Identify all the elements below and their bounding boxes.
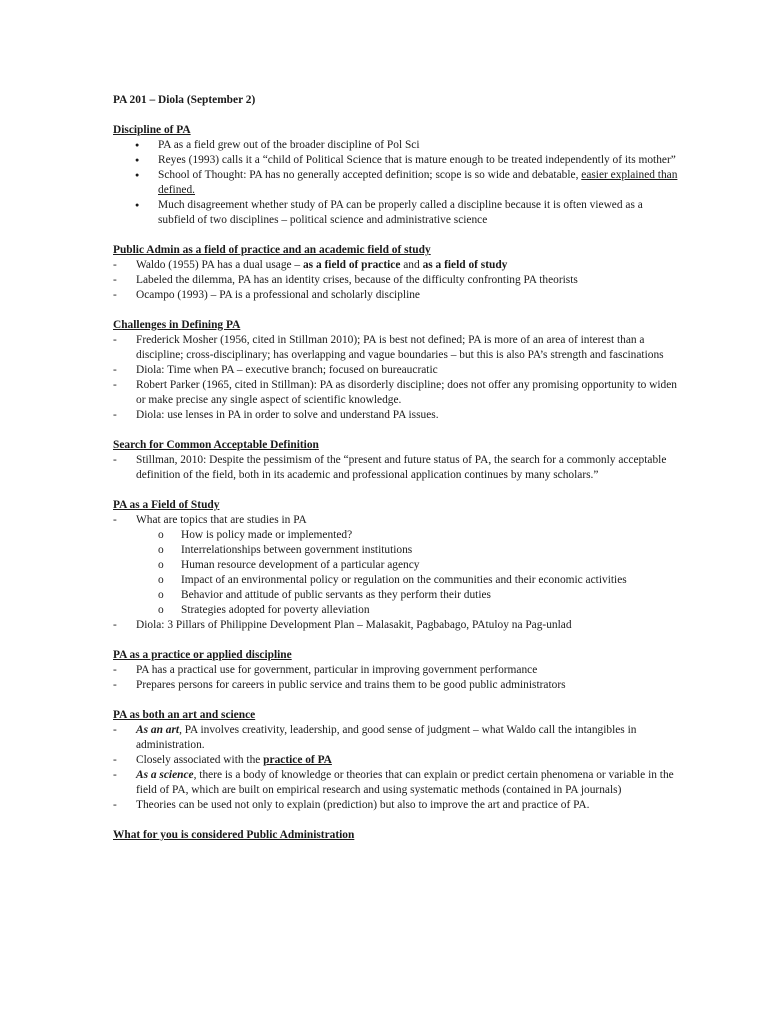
list-item (113, 768, 679, 798)
section-heading: PA as a Field of Study (113, 499, 220, 511)
document-body (113, 93, 679, 858)
section-heading: PA as both an art and science (113, 709, 256, 721)
sub-list-item: o Behavior and attitude of public servants as they perform their duties (113, 588, 679, 603)
section-art-and-science (113, 708, 679, 813)
list-item: - Ocampo (1993) – PA is a professional and scholarly discipline (113, 288, 679, 303)
list-item: - Prepares persons for careers in public service and trains them to be good public administrators (113, 678, 679, 693)
section-question (113, 828, 679, 843)
list-item (113, 723, 679, 753)
list-item: - Diola: use lenses in PA in order to solve and understand PA issues. (113, 408, 679, 423)
list-item: ● Reyes (1993) calls it a “child of Political Science that is mature enough to be treated independently of its mother” (113, 153, 679, 168)
section-heading: Challenges in Defining PA (113, 319, 241, 331)
bullet-list (113, 138, 679, 228)
sub-list-item: o Impact of an environmental policy or regulation on the communities and their economic activities (113, 573, 679, 588)
list-item: - What are topics that are studies in PA (113, 513, 679, 528)
section-field-of-study (113, 498, 679, 633)
sub-list-item: o Strategies adopted for poverty alleviation (113, 603, 679, 618)
document-title: PA 201 – Diola (September 2) (113, 94, 256, 106)
dash-list (113, 723, 679, 813)
sub-list-item: o Human resource development of a particular agency (113, 558, 679, 573)
list-item (113, 168, 679, 198)
list-item: - Robert Parker (1965, cited in Stillman): PA as disorderly discipline; does not offer any promising opportunity to widen or make precise any single aspect of scientific knowledge. (113, 378, 679, 408)
sub-list-item: o Interrelationships between government institutions (113, 543, 679, 558)
section-heading: Search for Common Acceptable Definition (113, 439, 319, 451)
list-item: ● Much disagreement whether study of PA can be properly called a discipline because it is often viewed as a subfield of two disciplines – political science and administrative science (113, 198, 679, 228)
list-item: - Labeled the dilemma, PA has an identity crises, because of the difficulty confronting PA theorists (113, 273, 679, 288)
list-item: - Theories can be used not only to explain (prediction) but also to improve the art and practice of PA. (113, 798, 679, 813)
underlined-text: easier explained than defined. (158, 169, 678, 196)
section-challenges (113, 318, 679, 423)
list-item: - PA has a practical use for government, particular in improving government performance (113, 663, 679, 678)
section-heading: Discipline of PA (113, 124, 191, 136)
dash-list (113, 663, 679, 693)
sub-list (113, 528, 679, 618)
list-item-text: and (400, 259, 423, 271)
section-common-definition (113, 438, 679, 483)
list-item-text: , there is a body of knowledge or theories that can explain or predict certain phenomena or variable in the field of PA, which are built on empirical research and using systematic methods (contained in PA journals) (136, 769, 674, 796)
bold-text: as a field of practice (302, 259, 401, 271)
list-item: - Diola: 3 Pillars of Philippine Development Plan – Malasakit, Pagbabago, PAtuloy na Pag-unlad (113, 618, 679, 633)
section-field-of-practice (113, 243, 679, 303)
section-applied-discipline (113, 648, 679, 693)
dash-list (113, 333, 679, 423)
section-heading: Public Admin as a field of practice and an academic field of study (113, 244, 431, 256)
section-heading: PA as a practice or applied discipline (113, 649, 292, 661)
bold-underlined-text: practice of PA (263, 754, 332, 766)
list-item: ● PA as a field grew out of the broader discipline of Pol Sci (113, 138, 679, 153)
dash-list (113, 618, 679, 633)
section-heading: What for you is considered Public Administration (113, 829, 355, 841)
bold-text: as a field of study (422, 259, 508, 271)
bold-italic-text: As an art (136, 724, 180, 736)
list-item (113, 753, 679, 768)
list-item: - Stillman, 2010: Despite the pessimism of the “present and future status of PA, the search for a commonly acceptable definition of the field, both in its academic and professional application continues by many scholars.” (113, 453, 679, 483)
sub-list-item: o How is policy made or implemented? (113, 528, 679, 543)
list-item: - Diola: Time when PA – executive branch; focused on bureaucratic (113, 363, 679, 378)
dash-list (113, 513, 679, 528)
list-item-text: Waldo (1955) PA has a dual usage – (136, 259, 303, 271)
list-item (113, 258, 679, 273)
bold-italic-text: As a science (136, 769, 194, 781)
list-item-text: , PA involves creativity, leadership, and good sense of judgment – what Waldo call the intangibles in administration. (136, 724, 637, 751)
list-item: - Frederick Mosher (1956, cited in Stillman 2010); PA is best not defined; PA is more of an area of interest than a discipline; cross-disciplinary; has overlapping and vague boundaries – but this is also PA’s strength and fascinations (113, 333, 679, 363)
section-discipline-of-pa (113, 123, 679, 228)
dash-list (113, 453, 679, 483)
list-item-text: School of Thought: PA has no generally accepted definition; scope is so wide and debatable, (158, 169, 582, 181)
list-item-text: Closely associated with the (136, 754, 264, 766)
dash-list (113, 258, 679, 303)
